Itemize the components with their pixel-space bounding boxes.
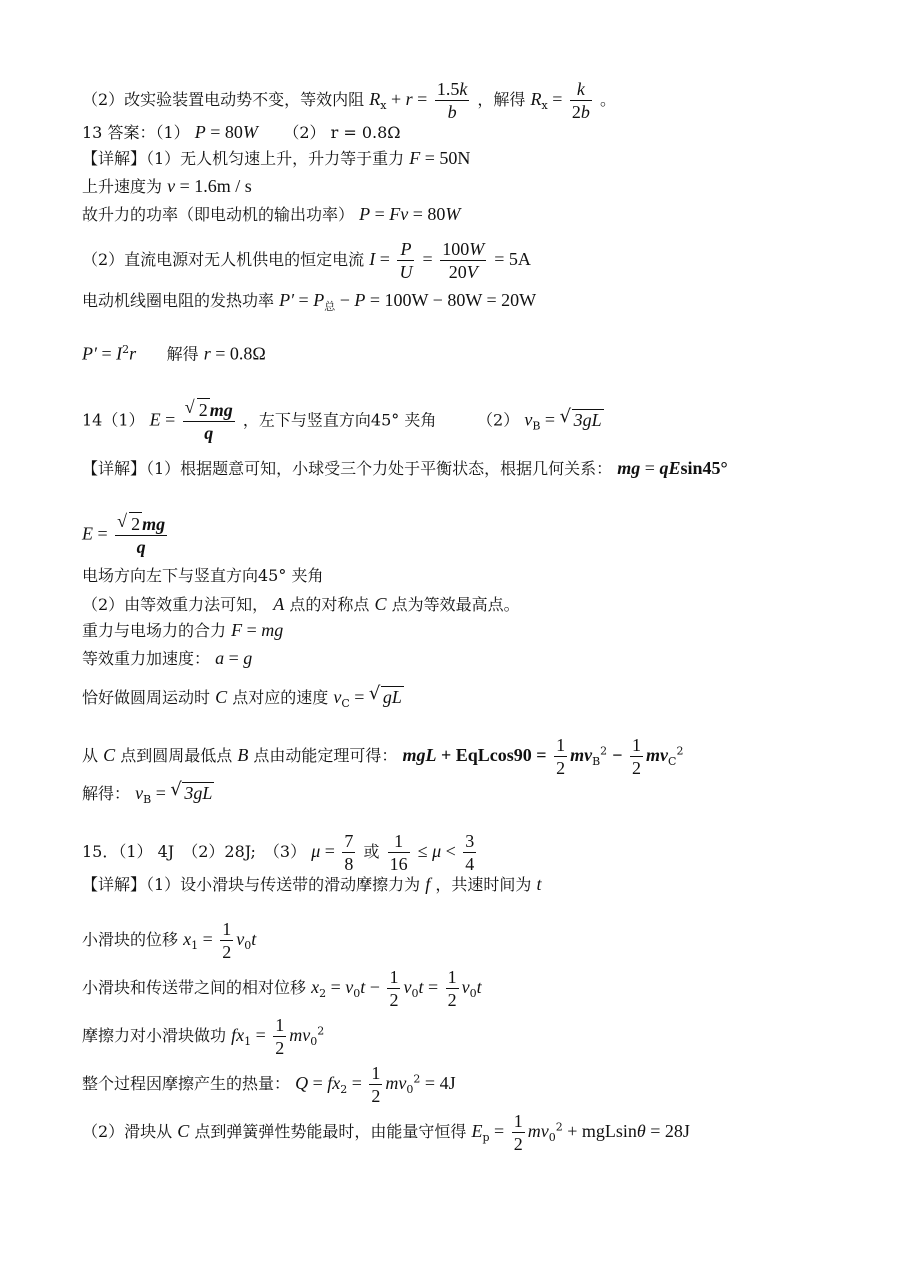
text-seg: 点的对称点: [289, 595, 370, 614]
line-11: E = √ $\frac{2 mg}{q}$: [82, 512, 170, 558]
text-seg: （2）改实验装置电动势不变，等效内阻: [82, 90, 365, 109]
text-seg: 13 答案：（1）: [82, 123, 190, 142]
text-seg: 电动机线圈电阻的发热功率: [82, 291, 275, 310]
text-seg: ，左下与竖直方向45° 夹角: [242, 410, 437, 430]
text-seg: 上升速度为: [82, 177, 163, 196]
line-4: 上升速度为 v = 1.6m / s: [82, 176, 252, 196]
line-23: 摩擦力对小滑块做功 $fx_1$ = $\frac{1}{2}$ $mv_0^2$: [82, 1015, 325, 1058]
line-13: [82, 594, 520, 615]
line-10: 【详解】（1）根据题意可知，小球受三个力处于平衡状态，根据几何关系： mg = qEsin45°: [82, 458, 728, 478]
text-seg: 解得：: [82, 784, 131, 803]
line-6: （2）直流电源对无人机供电的恒定电流 I = $\frac{P}{U}$ = $\frac{100W}{20V}$ = 5A: [82, 239, 531, 282]
text-seg: 小滑块的位移: [82, 930, 179, 949]
line-2: 13 答案：（1） P = 80W （2） r = 0.8Ω: [82, 122, 401, 142]
text-seg: 。: [600, 90, 617, 109]
text-seg: 解得: [166, 344, 199, 364]
text-seg: （2） r = 0.8Ω: [283, 123, 401, 142]
text-seg: 电场方向左下与竖直方向45° 夹角: [82, 566, 324, 585]
text-seg: 恰好做圆周运动时: [82, 688, 211, 707]
line-1: （2）改实验装置电动势不变，等效内阻 $R_x + r$ = $\frac{1.5k}{b}$ ，解得 $R_x$ = $\frac{k}{2b}$ 。: [82, 79, 617, 122]
point-label: B: [237, 745, 249, 765]
line-16: 恰好做圆周运动时 C 点对应的速度 $v_C$ = √ gL: [82, 686, 404, 714]
point-label: C: [374, 594, 387, 614]
line-22: 小滑块和传送带之间的相对位移 $x_2 = v_0t$ − $\frac{1}{2}$ $v_0t$ = $\frac{1}{2}$ $v_0t$: [82, 967, 482, 1010]
line-19: 15．（1） 4J （2）28J; （3） μ = $\frac{7}{8}$ 或 $\frac{1}{16}$ ≤ μ < $\frac{3}{4}$: [82, 831, 475, 874]
text-seg: （2）直流电源对无人机供电的恒定电流: [82, 250, 365, 269]
text-seg: 【详解】（1）根据题意可知，小球受三个力处于平衡状态，根据几何关系：: [82, 459, 613, 478]
line-17: 从 C 点到圆周最低点 B 点由动能定理可得： mgL + EqLcos90 = $\frac{1}{2}$ $mv_B^2$ − $\frac{1}{2}$ $mv_C^2$: [82, 735, 684, 778]
text-seg: 故升力的功率（即电动机的输出功率）: [82, 205, 355, 224]
text-seg: 从: [82, 746, 99, 765]
symbol: f: [425, 874, 431, 894]
line-24: 整个过程因摩擦产生的热量： $Q = fx_2$ = $\frac{1}{2}$ $mv_0^2 = 4J$: [82, 1063, 456, 1106]
text-seg: 点为等效最高点。: [391, 595, 520, 614]
text-seg: 点到弹簧弹性势能最时，由能量守恒得: [194, 1122, 467, 1141]
text-seg: 等效重力加速度：: [82, 649, 211, 668]
text-seg: 整个过程因摩擦产生的热量：: [82, 1074, 291, 1093]
line-25: （2）滑块从 C 点到弹簧弹性势能最时，由能量守恒得 $E_p$ = $\frac{1}{2}$ $mv_0^2 + mgLsin\theta = 28J$: [82, 1111, 690, 1154]
point-label: C: [215, 687, 228, 707]
line-20: [82, 874, 542, 895]
text-seg: 15．（1） 4J （2）28J; （3）: [82, 842, 307, 861]
line-18: 解得： $v_B$ = √ 3gL: [82, 782, 214, 810]
text-seg: 【详解】（1）无人机匀速上升，升力等于重力: [82, 149, 405, 168]
text-seg: 14（1）: [82, 410, 145, 430]
line-7: 电动机线圈电阻的发热功率 $P' = P_总 - P = 100W - 80W = 20W$: [82, 290, 537, 314]
text-seg: 点由动能定理可得：: [253, 746, 398, 765]
text-seg: 点到圆周最低点: [120, 746, 233, 765]
text-seg: （2）由等效重力法可知，: [82, 595, 269, 614]
line-8: $P' = I^2r$ 解得 r = 0.8Ω: [82, 343, 266, 364]
text-seg: （2）滑块从: [82, 1122, 173, 1141]
line-15: 等效重力加速度： a = g: [82, 648, 253, 668]
line-3: 【详解】（1）无人机匀速上升，升力等于重力 F = 50N: [82, 148, 471, 168]
text-seg: ，共速时间为: [435, 875, 532, 894]
line-9: 14（1） E = √ $\frac{2 mg}{q}$ ，左下与竖直方向45° 夹角 （2） $v_B$ = √ 3gL: [82, 398, 604, 444]
line-5: 故升力的功率（即电动机的输出功率） P = Fv = 80W: [82, 204, 461, 224]
text-seg: ，解得: [477, 90, 526, 109]
point-label: C: [103, 745, 116, 765]
symbol: t: [536, 874, 542, 894]
point-label: A: [273, 594, 285, 614]
text-seg: 小滑块和传送带之间的相对位移: [82, 978, 307, 997]
text-seg: 或: [363, 842, 380, 861]
text-seg: 摩擦力对小滑块做功: [82, 1026, 227, 1045]
point-label: C: [177, 1121, 190, 1141]
line-21: 小滑块的位移 $x_1$ = $\frac{1}{2}$ $v_0t$: [82, 919, 257, 962]
line-14: 重力与电场力的合力 F = mg: [82, 620, 284, 640]
line-12: [82, 566, 323, 586]
text-seg: 【详解】（1）设小滑块与传送带的滑动摩擦力为: [82, 875, 421, 894]
text-seg: 点对应的速度: [232, 688, 329, 707]
text-seg: （2）: [477, 410, 520, 430]
text-seg: 重力与电场力的合力: [82, 621, 227, 640]
